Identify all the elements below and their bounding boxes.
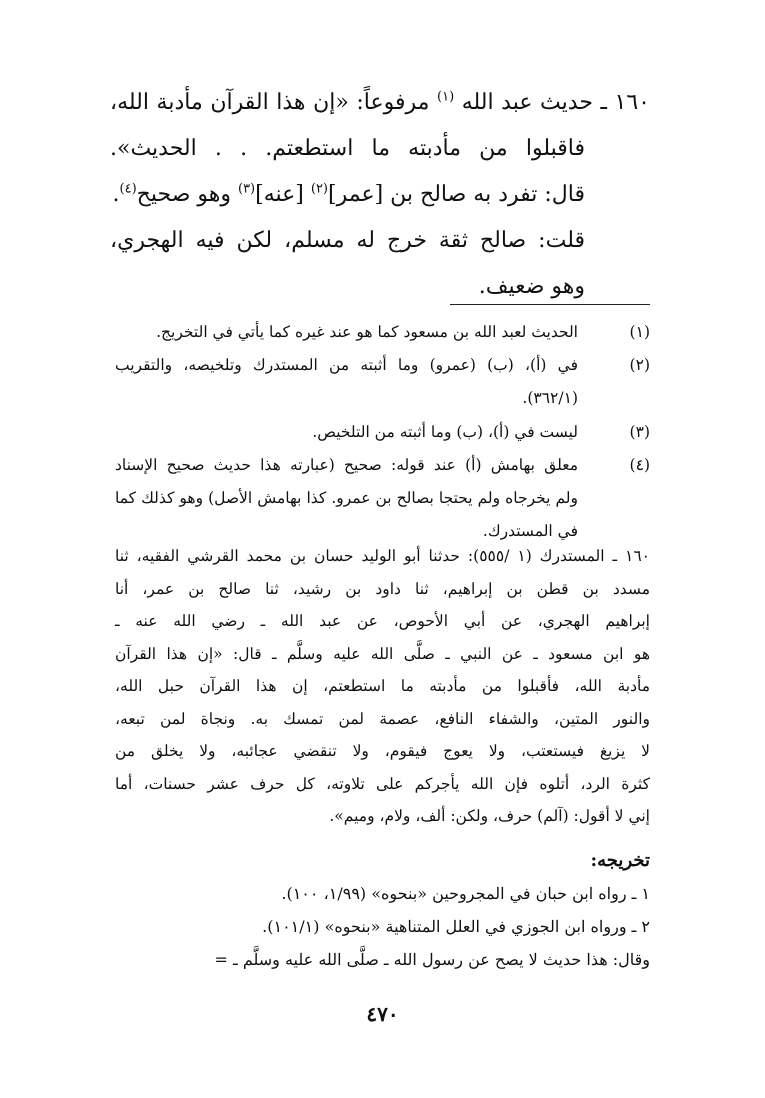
hadith-line-5: وهو ضعيف. xyxy=(478,274,585,299)
source-line: والنور المتين، والشفاء النافع، عصمة لمن تمسك به. ونجاة لمن تبعه، xyxy=(115,709,650,728)
footnote-line: (٣٦٢/١). xyxy=(522,389,578,407)
takhrij-line: ٢ ـ ورواه ابن الجوزي في العلل المتناهية «بنحوه» (١٠١/١). xyxy=(262,917,650,936)
source-line: كثرة الرد، أتلوه فإن الله يأجركم على تلاوته، كل حرف عشر حسنات، أما xyxy=(115,774,650,793)
hadith-line-3: قال: تفرد به صالح بن [عمر]$^{(٢)}$ [عنه]$^{(٣)}$ وهو صحيح$^{(٤)}$. xyxy=(112,181,585,207)
footnote-number: (٣) xyxy=(629,423,650,441)
source-line: لا يزيغ فيستعتب، ولا يعوج فيقوم، ولا تنقضي عجائبه، ولا يخلق من xyxy=(115,742,650,760)
takhrij-heading: تخريجه: xyxy=(590,850,650,871)
footnote-1 xyxy=(115,316,650,349)
takhrij-line: ١ ـ رواه ابن حبان في المجروحين «بنحوه» (١/٩٩، ١٠٠). xyxy=(281,884,650,903)
footnote-number: (٤) xyxy=(629,456,650,474)
takhrij-section xyxy=(110,845,650,976)
footnote-line: ليست في (أ)، (ب) وما أثبته من التلخيص. xyxy=(312,423,578,441)
footnote-ref-1[interactable]: (١) xyxy=(437,89,455,105)
footnote-divider xyxy=(450,304,650,305)
source-line: إبراهيم الهجري، عن أبي الأحوص، عن عبد الله ـ رضي الله عنه ـ xyxy=(115,612,650,630)
footnote-line: معلق بهامش (أ) عند قوله: صحيح (عبارته هذا حديث صحيح الإسناد xyxy=(115,456,578,474)
footnote-ref-4[interactable]: (٤) xyxy=(119,181,137,197)
hadith-line-4: قلت: صالح ثقة خرج له مسلم، لكن فيه الهجري، xyxy=(110,228,585,253)
main-text xyxy=(110,80,650,310)
footnote-line: الحديث لعبد الله بن مسعود كما هو عند غيره كما يأتي في التخريج. xyxy=(156,323,578,341)
footnote-line: ولم يخرجاه ولم يحتجا بصالح بن عمرو. كذا بهامش الأصل) وهو كذلك كما xyxy=(115,489,578,507)
footnote-line: في (أ)، (ب) (عمرو) وما أثبته من المستدرك وتلخيصه، والتقريب xyxy=(115,356,578,374)
footnote-ref-2[interactable]: (٢) xyxy=(310,181,328,197)
source-line: ١٦٠ ـ المستدرك (١ /٥٥٥): حدثنا أبو الوليد حسان بن محمد القرشي الفقيه، ثنا xyxy=(115,547,650,565)
source-line: إني لا أقول: (آلم) حرف، ولكن: ألف، ولام، وميم». xyxy=(329,807,650,825)
takhrij-line: وقال: هذا حديث لا يصح عن رسول الله ـ صلَّى الله عليه وسلَّم ـ = xyxy=(214,950,650,969)
footnote-2 xyxy=(115,349,650,415)
source-text xyxy=(115,540,650,833)
source-line: مأدبة الله، فأقبلوا من مأدبته ما استطعتم، إن هذا القرآن حبل الله، xyxy=(115,677,650,695)
footnote-number: (١) xyxy=(629,323,650,341)
source-line: هو ابن مسعود ـ عن النبي ـ صلَّى الله عليه وسلَّم ـ قال: «إن هذا القرآن xyxy=(115,644,650,663)
footnote-line: في المستدرك. xyxy=(482,522,578,540)
footnote-4 xyxy=(115,449,650,548)
page-number: ٤٧٠ xyxy=(366,1002,399,1026)
footnote-3 xyxy=(115,416,650,449)
hadith-line-1: ١٦٠ ـ حديث عبد الله $^{(١)}$ مرفوعاً: «إن هذا القرآن مأدبة الله، xyxy=(110,89,650,115)
hadith-line-2: فاقبلوا من مأدبته ما استطعتم. . . الحديث». xyxy=(110,136,585,161)
footnote-number: (٢) xyxy=(629,356,650,374)
footnote-ref-3[interactable]: (٣) xyxy=(237,181,256,197)
source-line: مسدد بن قطن بن إبراهيم، ثنا داود بن رشيد، ثنا صالح بن عمر، أنا xyxy=(115,579,650,598)
hadith-number: ١٦٠ ـ xyxy=(600,90,650,115)
